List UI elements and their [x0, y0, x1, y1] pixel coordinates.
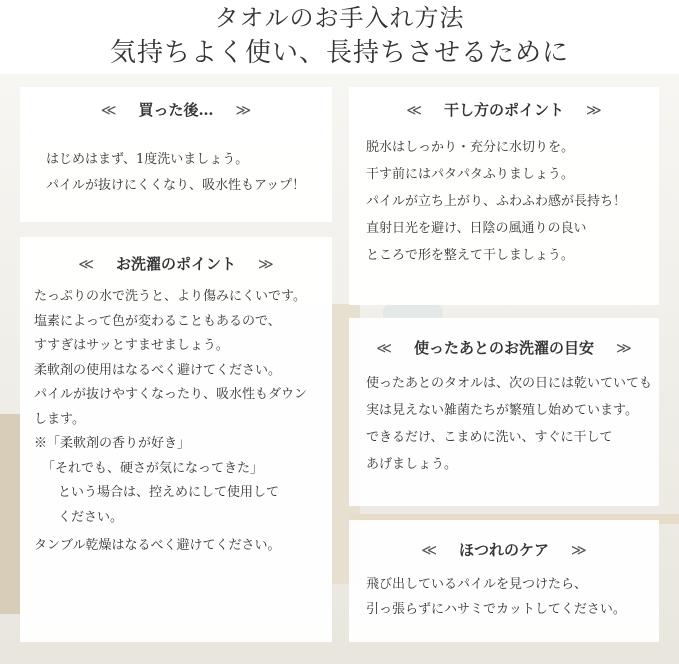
section-title [349, 99, 659, 120]
body-line: します。 [34, 411, 85, 427]
section-title-text: お洗濯のポイント [115, 255, 236, 273]
section-title [20, 253, 332, 274]
body-line: パイルが抜けやすくなったり、吸水性もダウン [34, 387, 308, 402]
body-line: すすぎはサッとすませましょう。 [34, 338, 229, 353]
body-line: 使ったあとのタオルは、次の日には乾いていても [366, 376, 653, 391]
body-line: たっぷりの水で洗うと、より傷みにくいです。 [34, 289, 306, 304]
body-line: 飛び出しているパイルを見つけたら、 [366, 577, 588, 592]
close-bracket: ≫ [586, 101, 602, 119]
note-line: という場合は、控えめにして使用して [58, 485, 280, 500]
note-line: 「それでも、硬さが気になってきた」 [42, 460, 264, 476]
section-title-text: 使ったあとのお洗濯の目安 [413, 339, 594, 357]
page-title: タオルのお手入れ方法 [214, 4, 465, 32]
section-body [34, 285, 307, 559]
section-title [349, 337, 659, 358]
section-body [366, 572, 626, 622]
section-wash-guide [349, 318, 659, 506]
note-line: ※「柔軟剤の香りが好き」 [34, 436, 191, 451]
section-drying [349, 87, 659, 305]
body-line: パイルが抜けにくくなり、吸水性もアップ！ [46, 178, 306, 193]
section-after-purchase [20, 87, 332, 222]
section-body [366, 134, 626, 269]
header [0, 0, 679, 74]
background-basket [0, 414, 20, 614]
note-line: ください。 [58, 509, 124, 525]
body-line: 柔軟剤の使用はなるべく避けてください。 [34, 362, 282, 378]
close-bracket: ≫ [235, 101, 252, 119]
section-fraying [349, 520, 659, 642]
body-line: あげましょう。 [366, 457, 458, 472]
body-line: はじめはまず、1度洗いましょう。 [46, 152, 249, 167]
close-bracket: ≫ [571, 541, 587, 559]
open-bracket: ≪ [100, 101, 117, 119]
section-title [20, 99, 332, 120]
body-line: 引っ張らずにハサミでカットしてください。 [366, 602, 626, 617]
body-line: 干す前にはパタパタふりましょう。 [366, 167, 574, 182]
open-bracket: ≪ [376, 339, 392, 357]
body-line: パイルが立ち上がり、ふわふわ感が長持ち！ [366, 194, 627, 209]
section-title-text: 干し方のポイント [443, 101, 564, 119]
open-bracket: ≪ [406, 101, 422, 119]
section-body [366, 370, 652, 478]
body-line: 直射日光を避け、日陰の風通りの良い [366, 221, 587, 236]
page-subtitle: 気持ちよく使い、長持ちさせるために [109, 38, 569, 68]
open-bracket: ≪ [421, 541, 437, 559]
body-line: できるだけ、こまめに洗い、すぐに干して [366, 430, 613, 445]
section-title-text: ほつれのケア [458, 541, 549, 559]
close-bracket: ≫ [616, 339, 632, 357]
section-title [349, 539, 659, 560]
body-line: タンブル乾燥はなるべく避けてください。 [34, 538, 281, 553]
body-line: 塩素によって色が変わることもあるので、 [34, 313, 281, 329]
body-line: 脱水はしっかり・充分に水切りを。 [366, 140, 575, 155]
open-bracket: ≪ [78, 255, 94, 273]
body-line: 実は見えない雑菌たちが繁殖し始めています。 [366, 403, 638, 418]
section-washing [20, 237, 332, 642]
section-body [46, 147, 305, 199]
close-bracket: ≫ [258, 255, 274, 273]
section-title-text: 買った後… [138, 101, 214, 119]
body-line: ところで形を整えて干しましょう。 [366, 248, 574, 263]
